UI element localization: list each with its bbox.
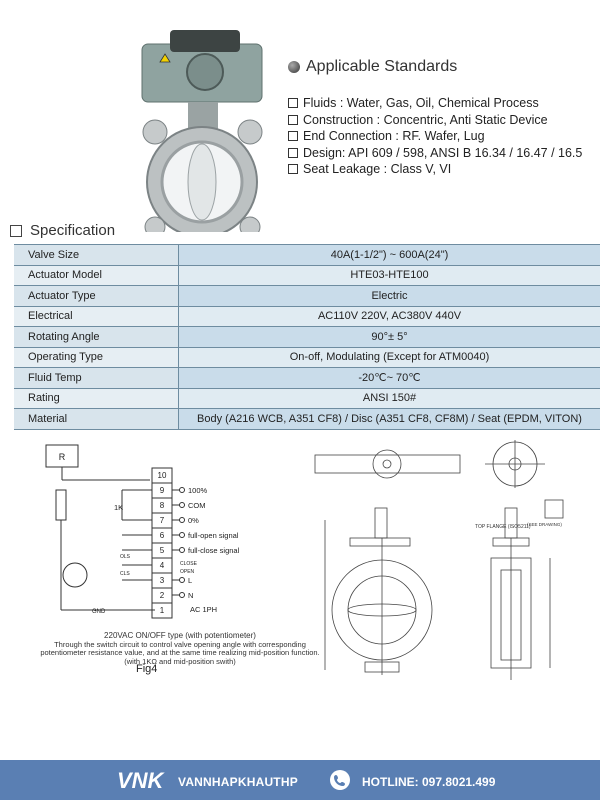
svg-text:10: 10 — [157, 471, 167, 480]
checkbox-icon — [288, 115, 298, 125]
standard-item: End Connection : RF. Wafer, Lug — [288, 128, 582, 145]
spec-value: -20℃~ 70℃ — [179, 368, 600, 389]
svg-text:CLOSE: CLOSE — [180, 561, 197, 567]
wiring-note — [40, 632, 320, 666]
spec-label: Fluid Temp — [14, 368, 179, 389]
vnk-logo — [115, 764, 175, 796]
svg-text:full-open signal: full-open signal — [188, 531, 239, 540]
top-flange-label: TOP FLANGE (ISO5211) — [475, 524, 531, 530]
table-row — [14, 409, 600, 430]
svg-text:5: 5 — [159, 546, 165, 555]
svg-text:GND: GND — [92, 609, 106, 615]
spec-label: Rating — [14, 388, 179, 409]
table-row — [14, 286, 600, 307]
spec-value: 40A(1-1/2") ~ 600A(24") — [179, 245, 600, 266]
hotline-text[interactable]: HOTLINE: 097.8021.499 — [362, 775, 496, 789]
checkbox-icon — [288, 98, 298, 108]
spec-label: Actuator Model — [14, 265, 179, 286]
spec-value: Body (A216 WCB, A351 CF8) / Disc (A351 CF8, CF8M) / Seat (EPDM, VITON) — [179, 409, 600, 430]
standard-item: Seat Leakage : Class V, VI — [288, 161, 582, 178]
spec-label: Rotating Angle — [14, 327, 179, 348]
technical-drawing — [305, 440, 590, 690]
checkbox-icon — [10, 225, 22, 237]
checkbox-icon — [288, 131, 298, 141]
spec-value: ANSI 150# — [179, 388, 600, 409]
svg-text:8: 8 — [159, 501, 165, 510]
svg-text:full-close signal: full-close signal — [188, 546, 240, 555]
spec-label: Electrical — [14, 306, 179, 327]
brand-name: VANNHAPKHAUTHP — [178, 775, 298, 789]
checkbox-icon — [288, 164, 298, 174]
svg-text:2: 2 — [159, 591, 165, 600]
svg-text:L: L — [188, 576, 193, 585]
standards-list — [288, 95, 582, 178]
wiring-type-text: 220VAC ON/OFF type (with potentiometer) — [104, 631, 256, 640]
svg-text:7: 7 — [159, 516, 165, 525]
standards-title — [288, 58, 457, 76]
spec-label: Valve Size — [14, 245, 179, 266]
svg-text:OPEN: OPEN — [180, 569, 195, 575]
svg-text:1K: 1K — [114, 503, 124, 512]
standard-item: Design: API 609 / 598, ANSI B 16.34 / 16.47 / 16.5 — [288, 145, 582, 162]
table-row — [14, 306, 600, 327]
svg-text:0%: 0% — [188, 516, 199, 525]
svg-text:OLS: OLS — [120, 554, 131, 560]
wiring-note-text: Through the switch circuit to control valve opening angle with corresponding potentiometer resistance value, and at the same time realizing mid-position function. (with 1KΩ and mid-position swith) — [40, 639, 320, 666]
checkbox-icon — [288, 148, 298, 158]
bullet-icon — [288, 61, 300, 73]
svg-text:1: 1 — [159, 606, 165, 615]
spec-label: Actuator Type — [14, 286, 179, 307]
spec-value: HTE03-HTE100 — [179, 265, 600, 286]
standards-title-text: Applicable Standards — [306, 58, 458, 75]
table-row — [14, 245, 600, 266]
phone-icon — [330, 770, 350, 790]
svg-text:VNK: VNK — [117, 768, 164, 793]
spec-value: On-off, Modulating (Except for ATM0040) — [179, 347, 600, 368]
svg-text:N: N — [188, 591, 194, 600]
relay-label: R — [58, 452, 66, 462]
table-row — [14, 265, 600, 286]
valve-product-image — [130, 22, 280, 232]
svg-text:6: 6 — [159, 531, 165, 540]
spec-table — [14, 244, 600, 430]
spec-title — [10, 222, 115, 239]
spec-value: AC110V 220V, AC380V 440V — [179, 306, 600, 327]
spec-label: Material — [14, 409, 179, 430]
svg-text:4: 4 — [159, 561, 165, 570]
svg-text:COM: COM — [188, 501, 206, 510]
spec-label: Operating Type — [14, 347, 179, 368]
table-row — [14, 327, 600, 348]
spec-value: Electric — [179, 286, 600, 307]
table-row — [14, 347, 600, 368]
spec-value: 90°± 5° — [179, 327, 600, 348]
spec-title-text: Specification — [30, 222, 116, 239]
svg-text:100%: 100% — [188, 486, 208, 495]
fig-label: Fig4 — [136, 663, 158, 675]
standard-item: Construction : Concentric, Anti Static Device — [288, 112, 582, 129]
svg-text:AC 1PH: AC 1PH — [190, 605, 218, 614]
svg-text:CLS: CLS — [120, 571, 130, 577]
dimension-label: (SEE DRAWING) — [527, 522, 562, 527]
svg-text:3: 3 — [159, 576, 165, 585]
table-row — [14, 388, 600, 409]
table-row — [14, 368, 600, 389]
svg-text:9: 9 — [159, 486, 165, 495]
footer-bar — [0, 760, 600, 800]
standard-item: Fluids : Water, Gas, Oil, Chemical Process — [288, 95, 582, 112]
